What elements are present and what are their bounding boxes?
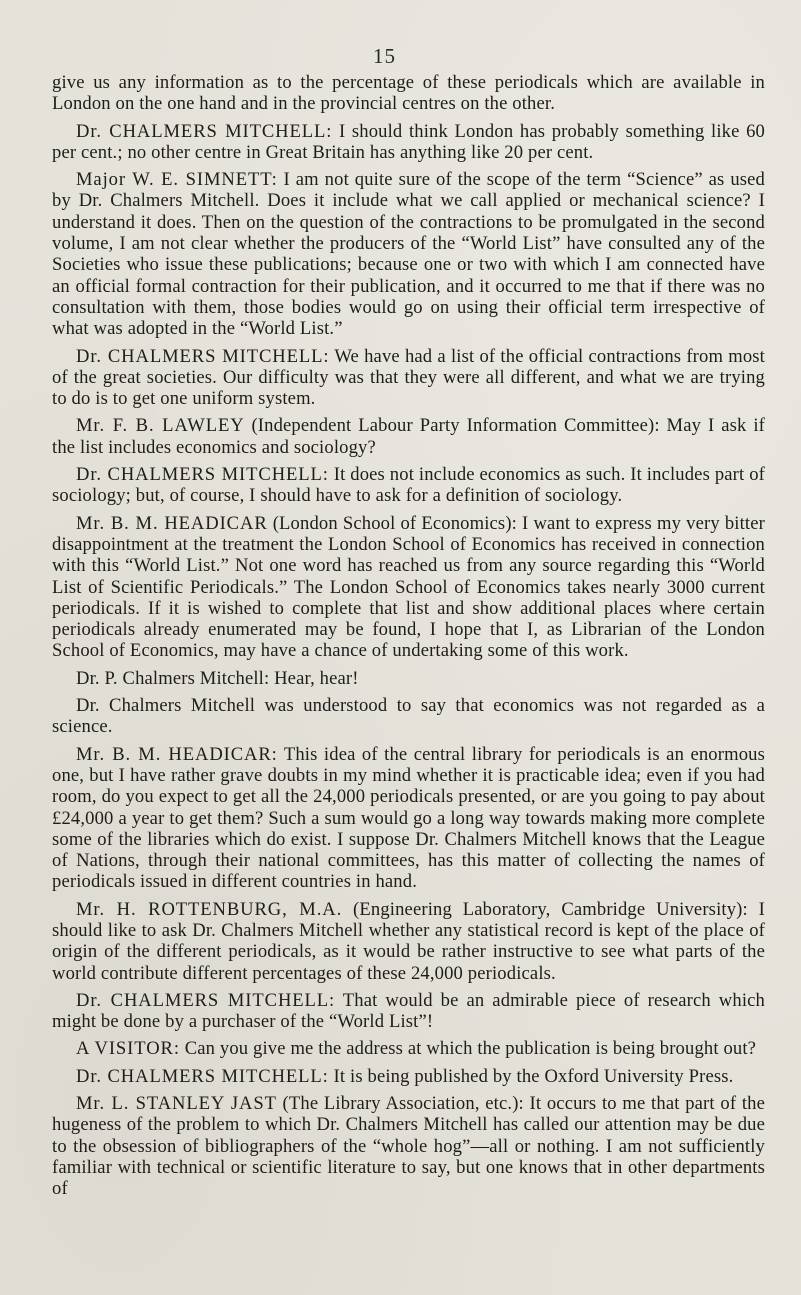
paragraph xyxy=(52,1066,765,1087)
paragraph xyxy=(52,1093,765,1199)
speaker-name: Major W. E. SIMNETT: xyxy=(76,169,278,191)
speaker-name: Mr. B. M. HEADICAR: xyxy=(76,743,278,765)
paragraph xyxy=(52,899,765,984)
paragraph xyxy=(52,513,765,662)
speaker-name: Dr. CHALMERS MITCHELL: xyxy=(76,464,329,486)
paragraph xyxy=(52,464,765,507)
paragraph xyxy=(52,744,765,893)
speaker-name: Mr. L. STANLEY JAST xyxy=(76,1093,277,1115)
paragraph-text: I should think London has probably something like 60 per cent.; no other centre in Great Britain has anything like 20 per cent. xyxy=(52,120,765,163)
paragraph-text: We have had a list of the official contractions from most of the great societies. Our difficulty was that they were all different, and what we are trying to do is to get one uniform system. xyxy=(52,345,765,410)
paragraph-text: Dr. P. Chalmers Mitchell: Hear, hear! xyxy=(76,667,359,689)
paragraph-text: (The Library Association, etc.): It occurs to me that part of the hugeness of the problem to which Dr. Chalmers Mitchell has called our attention may be due to the obsession of bibliographers of the “whole hog”—all or nothing. I am not sufficiently familiar with technical or scientific literature to say, but one knows that in other departments of xyxy=(52,1093,766,1200)
page-number: 15 xyxy=(373,44,396,68)
speaker-name: Mr. H. ROTTENBURG, M.A. xyxy=(76,898,343,920)
paragraph-text: It does not include economics as such. It includes part of sociology; but, of course, I should have to ask for a definition of sociology. xyxy=(52,464,765,507)
paragraph xyxy=(52,169,765,339)
paragraph-text: (London School of Economics): I want to express my very bitter disappointment at the treatment the London School of Economics has received in connection with this “World List.” Not one word has reached us from any source regarding this “World List of Scientific Periodicals.” The London School of Economics takes nearly 3000 current periodicals. If it is wished to complete that list and show additional places where certain periodicals already enumerated may be found, I hope that I, as Librarian of the London School of Economics, may have a chance of undertaking some of this work. xyxy=(52,512,765,662)
speaker-name: Dr. CHALMERS MITCHELL: xyxy=(76,989,336,1011)
body-text xyxy=(52,72,765,1200)
paragraph-text: (Independent Labour Party Information Committee): May I ask if the list includes economics and sociology? xyxy=(52,415,766,458)
paragraph xyxy=(52,695,765,738)
paragraph xyxy=(52,990,765,1033)
paragraph-text: This idea of the central library for periodicals is an enormous one, but I have rather grave doubts in my mind whether it is practicable idea; even if you had room, do you expect to get all the 24,000 periodicals presented, or are you going to pay about £24,000 a year to get them? Such a sum would go a long way towards making more complete some of the libraries which do exist. I suppose Dr. Chalmers Mitchell knows that the League of Nations, through their national committees, has this matter of collecting the names of periodicals issued in different countries in hand. xyxy=(52,743,765,893)
paragraph-text: That would be an admirable piece of research which might be done by a purchaser of the “World List”! xyxy=(52,989,765,1033)
paragraph xyxy=(52,668,765,689)
paragraph-text: Dr. Chalmers Mitchell was understood to say that economics was not regarded as a science. xyxy=(52,695,765,738)
paragraph xyxy=(52,1038,765,1059)
speaker-name: A VISITOR: xyxy=(76,1038,180,1060)
paragraph xyxy=(52,121,765,164)
paragraph-text: Can you give me the address at which the publication is being brought out? xyxy=(179,1038,757,1060)
speaker-name: Mr. B. M. HEADICAR xyxy=(76,512,268,534)
paragraph xyxy=(52,72,765,115)
speaker-name: Dr. CHALMERS MITCHELL: xyxy=(76,345,330,367)
paragraph-text: It is being published by the Oxford University Press. xyxy=(328,1065,734,1087)
paragraph xyxy=(52,346,765,410)
speaker-name: Dr. CHALMERS MITCHELL: xyxy=(76,120,333,142)
paragraph-text: give us any information as to the percentage of these periodicals which are available in London on the one hand and in the provincial centres on the other. xyxy=(52,72,765,115)
paragraph xyxy=(52,415,765,458)
paragraph-text: I am not quite sure of the scope of the term “Science” as used by Dr. Chalmers Mitchell. Does it include what we call applied or mechanical science? I understand it does. Then on the question of the contractions to be promulgated in the second volume, I am not clear whether the producers of the “World List” have consulted any of the Societies who issue these publications; because one or two with which I am connected have an official formal contraction for their publication, and it occurred to me that if there was no consultation with them, those bodies would go on using their official term irrespective of what was adopted in the “World List.” xyxy=(52,169,766,340)
speaker-name: Dr. CHALMERS MITCHELL: xyxy=(76,1065,329,1087)
speaker-name: Mr. F. B. LAWLEY xyxy=(76,415,245,437)
paragraph-text: (Engineering Laboratory, Cambridge University): I should like to ask Dr. Chalmers Mitchell whether any statistical record is kept of the place of origin of the different periodicals, as it would be rather instructive to see what parts of the world contribute different percentages of these 24,000 periodicals. xyxy=(52,898,766,984)
